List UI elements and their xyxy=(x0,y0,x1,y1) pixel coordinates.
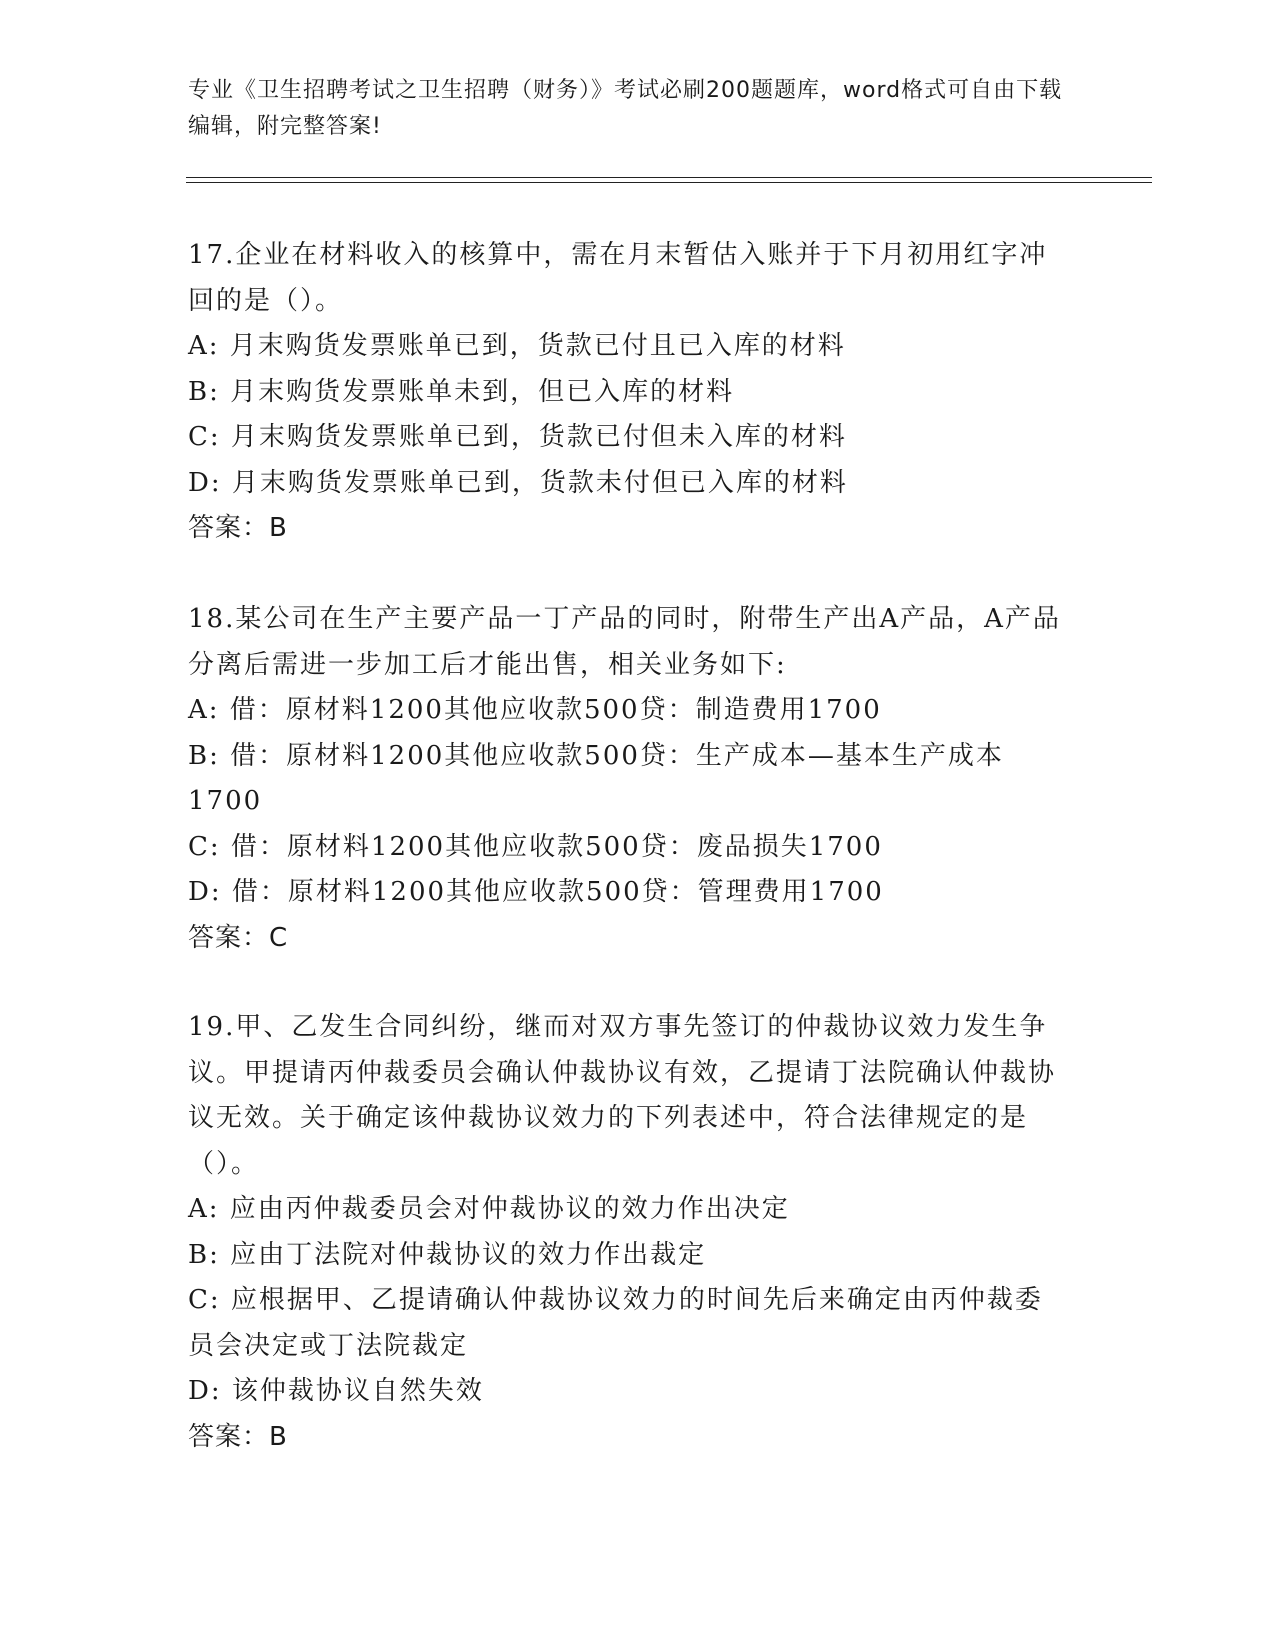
question-17 xyxy=(188,233,1068,552)
option-b: B: 借：原材料1200其他应收款500贷：生产成本—基本生产成本1700 xyxy=(188,740,1004,816)
option-d: D: 借：原材料1200其他应收款500贷：管理费用1700 xyxy=(188,877,884,907)
option-d: D: 该仲裁协议自然失效 xyxy=(188,1376,484,1406)
option-b: B: 应由丁法院对仲裁协议的效力作出裁定 xyxy=(188,1239,707,1270)
answer: 答案：C xyxy=(188,922,289,953)
question-19 xyxy=(188,1005,1068,1460)
document-header: 专业《卫生招聘考试之卫生招聘（财务）》考试必刷200题题库，word格式可自由下载编辑，附完整答案! xyxy=(188,78,1063,139)
header-divider-bottom xyxy=(186,182,1152,183)
question-18 xyxy=(188,597,1068,961)
question-stem: 17.企业在材料收入的核算中，需在月末暂估入账并于下月初用红字冲回的是（）。 xyxy=(188,240,1048,316)
option-d: D: 月末购货发票账单已到，货款未付但已入库的材料 xyxy=(188,467,848,498)
answer: 答案：B xyxy=(188,1421,288,1452)
option-b: B: 月末购货发票账单未到，但已入库的材料 xyxy=(188,376,735,407)
option-c: C: 应根据甲、乙提请确认仲裁协议效力的时间先后来确定由丙仲裁委员会决定或丁法院裁定 xyxy=(188,1285,1043,1361)
question-stem: 19.甲、乙发生合同纠纷，继而对双方事先签订的仲裁协议效力发生争议。甲提请丙仲裁委员会确认仲裁协议有效，乙提请丁法院确认仲裁协议无效。关于确定该仲裁协议效力的下列表述中，符合法律规定的是（）。 xyxy=(188,1012,1057,1179)
answer: 答案：B xyxy=(188,513,288,543)
option-a: A: 借：原材料1200其他应收款500贷：制造费用1700 xyxy=(188,695,882,725)
option-a: A: 应由丙仲裁委员会对仲裁协议的效力作出决定 xyxy=(188,1194,790,1224)
option-c: C: 月末购货发票账单已到，货款已付但未入库的材料 xyxy=(188,422,847,452)
header-divider-top xyxy=(186,177,1152,178)
option-c: C: 借：原材料1200其他应收款500贷：废品损失1700 xyxy=(188,831,883,862)
question-stem: 18.某公司在生产主要产品一丁产品的同时，附带生产出A产品，A产品分离后需进一步加工后才能出售，相关业务如下: xyxy=(188,604,1061,680)
option-a: A: 月末购货发票账单已到，货款已付且已入库的材料 xyxy=(188,331,846,361)
